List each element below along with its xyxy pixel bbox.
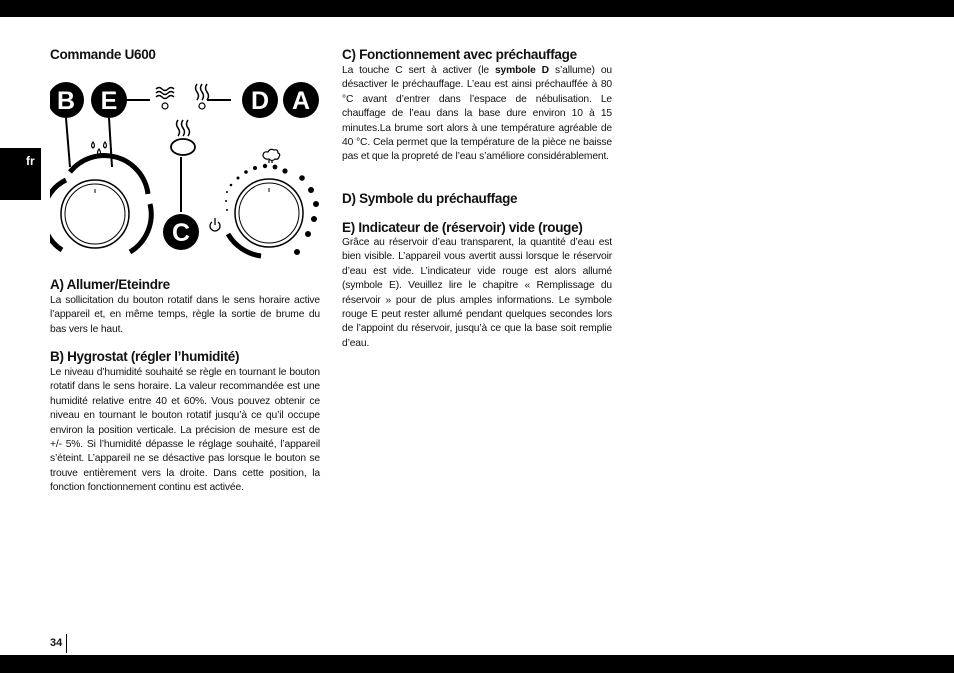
label-a [283,82,319,118]
label-c [163,214,199,250]
hygrostat-knob [50,156,151,252]
label-b [50,82,84,118]
section-a-heading: A) Allumer/Eteindre [50,277,170,292]
control-panel-diagram [50,72,330,272]
power-icon [210,218,220,231]
label-d-text: D [250,87,270,115]
section-e-body: Grâce au réservoir d’eau transparent, la quantité d’eau est bien visible. L’appareil vous avertit aussi lorsque le réservoir d’eau est vide. L’indicateur vide rouge est alors allumé (symbole E). Veuillez lire le chapitre « Remplissage du réservoir » pour de plus amples informations. Le symbole rouge E peut rester allumé pendant quelques secondes lors de l’appoint du réservoir, jusqu’à ce que la base soit remplie d’eau. [342,237,612,349]
top-black-bar [0,0,954,17]
language-tab [0,148,41,200]
section-c-body-bold: symbole D [494,65,549,76]
label-b-text: B [56,87,76,115]
section-d-heading: D) Symbole du préchauffage [342,191,518,206]
mist-knob [225,164,319,256]
section-b-heading: B) Hygrostat (régler l’humidité) [50,349,240,364]
leader-line-b [66,118,70,167]
page-number: 34 [50,634,67,653]
label-c-text: C [171,219,191,247]
leader-line-e [109,118,112,167]
label-e-text: E [100,87,118,115]
diagram-title: Commande U600 [50,47,156,62]
section-c-body [342,64,612,165]
mist-cloud-icon [263,149,280,163]
steam-icon [196,84,209,100]
wave-icon [156,88,174,99]
empty-indicator-led [162,103,168,109]
language-tab-label: fr [26,154,35,168]
preheat-indicator-led [199,103,205,109]
preheat-button [171,139,195,155]
section-c-body-before: La touche C sert à activer (le [342,65,495,76]
section-b-body: Le niveau d’humidité souhaité se règle en tournant le bouton rotatif dans le sens horaire. La valeur recommandée est une humidité relative entre 40 et 60%. Vous pouvez obtenir ce niveau en tournant le bouton rotatif jusqu’à ce qu’il occupe environ la position verticale. La précision de mesure est de +/- 5%. Si l’humidité dépasse le réglage souhaité, l’appareil s’éteint. L’appareil ne se désactive pas lorsque le bouton se trouve entièrement vers la droite. Dans cette position, la fonction fonctionnement continu est activée. [50,367,320,494]
button-steam-icon [177,120,190,136]
label-a-text: A [291,87,311,115]
bottom-black-bar [0,655,954,673]
section-a-body: La sollicitation du bouton rotatif dans le sens horaire active l’appareil et, en même temps, règle la sortie de brume du bas vers le haut. [50,295,320,335]
section-e-heading: E) Indicateur de (réservoir) vide (rouge) [342,220,583,235]
section-c-body-after: s’allume) ou désactiver le préchauffage. L’eau est ainsi préchauffée à 80 °C avant d’entrer dans l’espace de nébulisation. Le chauffage de l’eau dans la base dure environ 10 à 15 minutes.La brume sort alors à une température agréable de 40 °C. Cela permet que la température de la pièce ne baisse pas et que la propreté de l’eau s’améliore considérablement. [342,65,612,163]
label-d [242,82,278,118]
section-c-heading: C) Fonctionnement avec préchauffage [342,47,577,62]
label-e [91,82,127,118]
